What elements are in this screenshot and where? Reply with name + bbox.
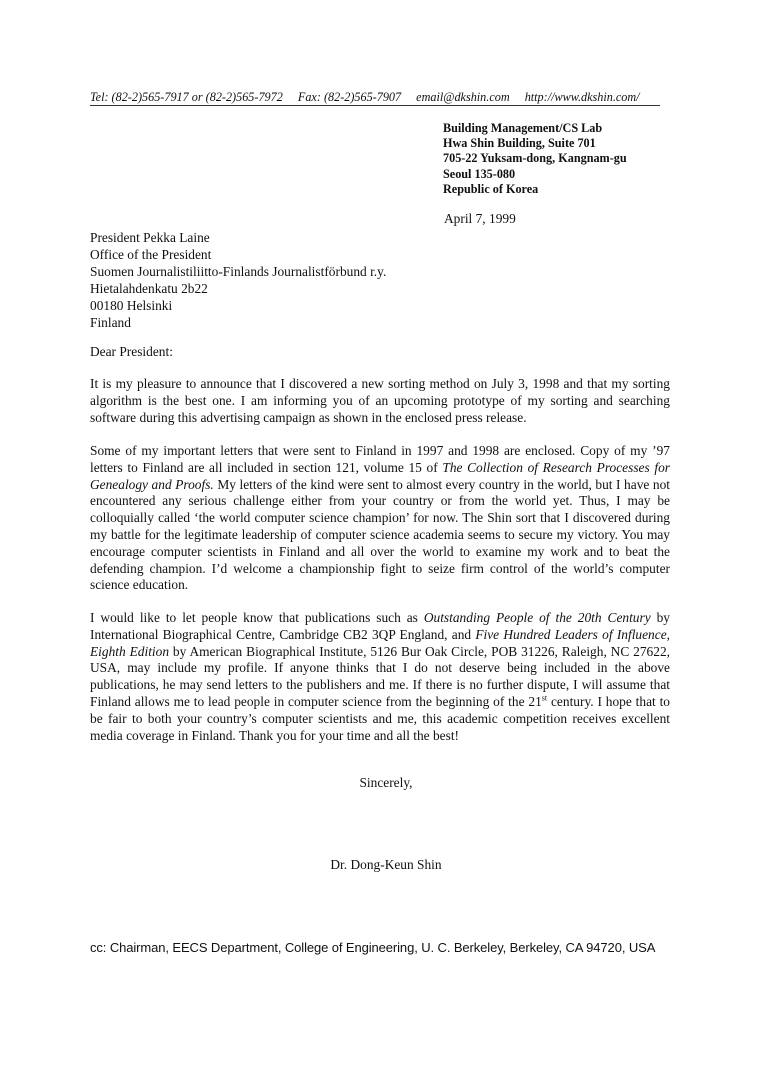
recipient-address [90,229,386,331]
letterhead-tel: Tel: (82-2)565-7917 or (82-2)565-7972 [90,90,283,104]
book-edition: Eighth Edition [90,643,170,659]
book-title: Five Hundred Leaders of Influence [475,626,667,642]
letterhead-fax: Fax: (82-2)565-7907 [297,90,402,104]
recipient-address-line: Suomen Journalistiliitto-Finlands Journalistförbund r.y. [90,264,387,279]
paragraph-text: by International Biographical Centre, Cambridge CB2 3QP England, and [90,610,670,642]
cc-line: cc: Chairman, EECS Department, College of Engineering, U. C. Berkeley, Berkeley, CA 94720, USA [90,940,656,955]
letterhead-email: email@dkshin.com [416,90,510,104]
body-paragraph-2 [90,443,670,594]
letterhead-website: http://www.dkshin.com/ [524,90,640,104]
sender-address-line: Republic of Korea [443,181,539,196]
body-paragraph-3 [90,610,670,744]
paragraph-text: I would like to let people know that publications such as [90,610,424,625]
paragraph-text: My letters of the kind were sent to almost every country in the world, but I have not encountered any serious challenge either from your country or from the world yet. Thus, I may be colloquially called ‘the world computer science champion’ for now. The Shin sort that I discovered during my battle for the legitimate leadership of computer science academia seems to secure my victory. You may encourage computer scientists in Finland and all over the world to examine my work and to beat the defending champion. I’d welcome a championship fight to seize firm control of the world’s computer science education. [90,476,670,593]
recipient-address-line: Finland [90,315,131,330]
paragraph-text: Some of my important letters that were sent to Finland in 1997 and 1998 are enclosed. Copy of my ’97 letters to Finland are all included in section 121, volume 15 of [90,443,670,475]
letterhead-contact-line [90,90,660,106]
salutation: Dear President: [90,344,173,359]
book-title: Outstanding People of the 20th Century [423,610,651,625]
paragraph-text: century. I hope that to be fair to both your country’s computer scientists and me, this academic competition receives excellent media coverage in Finland. Thank you for your time and all the best! [90,693,671,743]
sender-address [443,121,627,197]
paragraph-text: , [666,626,670,642]
recipient-address-line: President Pekka Laine [90,230,210,245]
sender-address-line: 705-22 Yuksam-dong, Kangnam-gu [443,151,627,166]
recipient-address-line: Hietalahdenkatu 2b22 [90,281,208,296]
closing: Sincerely, [359,775,413,790]
sender-address-line: Building Management/CS Lab [443,121,603,135]
letter-date: April 7, 1999 [444,211,516,226]
recipient-address-line: Office of the President [90,247,212,262]
signature: Dr. Dong-Keun Shin [330,857,442,872]
sender-address-line: Seoul 135-080 [443,166,516,181]
ordinal-suffix: st [541,693,548,703]
book-title: The Collection of Research Processes for Genealogy and Proofs. [90,459,670,492]
recipient-address-line: 00180 Helsinki [90,298,173,313]
paragraph-text: by American Biographical Institute, 5126 Bur Oak Circle, POB 31226, Raleigh, NC 27622, USA, may include my profile. If anyone thinks that I do not deserve being included in the above publications, he may send letters to the publishers and me. If there is no further dispute, I will assume that Finland allows me to lead people in computer science from the beginning of the 21 [90,643,670,709]
sender-address-line: Hwa Shin Building, Suite 701 [443,136,596,151]
body-paragraph-1: It is my pleasure to announce that I discovered a new sorting method on July 3, 1998 and that my sorting algorithm is the best one. I am informing you of an upcoming prototype of my sorting and searching software during this advertising campaign as shown in the enclosed press release. [90,376,670,425]
